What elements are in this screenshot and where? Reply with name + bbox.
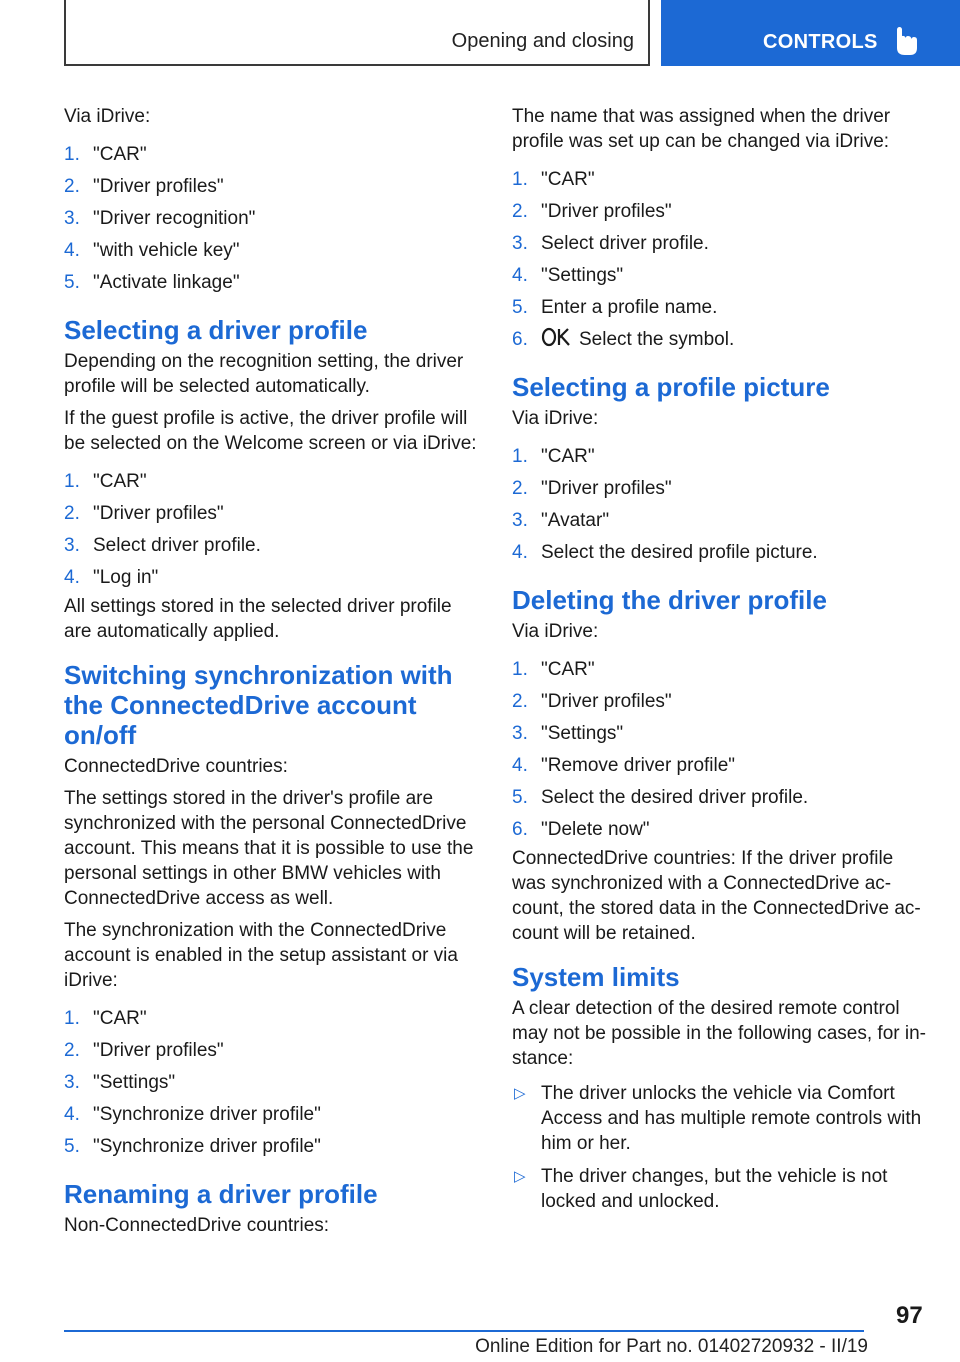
list-item: 2. "Driver profiles" — [512, 478, 672, 499]
steps-linkage — [64, 139, 480, 299]
heading-sync: Switching synchronization with the ConnectedDrive account on/off — [64, 660, 453, 750]
paragraph: A clear detection of the desired remote control may not be possible in the following cases, for in‐stance: — [512, 998, 926, 1069]
page-number: 97 — [896, 1302, 923, 1329]
limits-list — [512, 1081, 932, 1214]
pointing-hand-icon — [893, 26, 919, 56]
list-item: 1. "CAR" — [512, 169, 595, 190]
paragraph: ConnectedDrive countries: If the driver profile was synchronized with a ConnectedDrive ac‐count, the stored data in the ConnectedDrive ac‐count will be retained. — [512, 848, 921, 944]
header-chapter-title: CONTROLS — [763, 31, 878, 53]
list-item: 2. "Driver profiles" — [64, 1040, 224, 1061]
heading-delete-profile: Deleting the driver profile — [512, 585, 827, 615]
steps-select — [64, 466, 480, 594]
heading-profile-picture: Selecting a profile picture — [512, 372, 830, 402]
list-item: 5. Enter a profile name. — [512, 297, 718, 318]
triangle-bullet-icon: ▷ — [514, 1085, 526, 1102]
list-item: 3. "Avatar" — [512, 510, 610, 531]
list-item: 5. "Synchronize driver profile" — [64, 1136, 321, 1157]
paragraph: The name that was assigned when the driver profile was set up can be changed via iDrive: — [512, 106, 891, 152]
paragraph: ConnectedDrive countries: — [64, 756, 288, 777]
paragraph: Depending on the recognition setting, the driver profile will be selected automatically. — [64, 351, 464, 397]
steps-picture — [512, 441, 932, 569]
list-item: 1. "CAR" — [64, 1008, 147, 1029]
paragraph: If the guest profile is active, the driver profile will be selected on the Welcome screen or via iDrive: — [64, 408, 477, 454]
steps-delete — [512, 654, 932, 846]
list-item: ▷ The driver changes, but the vehicle is not locked and unlocked. — [514, 1166, 888, 1212]
paragraph: All settings stored in the selected driver profile are automatically applied. — [64, 596, 452, 642]
list-item: 1. "CAR" — [64, 144, 147, 165]
triangle-bullet-icon: ▷ — [514, 1168, 526, 1185]
list-item: 4. "Settings" — [512, 265, 624, 286]
list-item: ▷ The driver unlocks the vehicle via Comfort Access and has multiple remote controls with him or her. — [514, 1083, 922, 1154]
right-column — [512, 104, 932, 1222]
list-item: 4. "with vehicle key" — [64, 240, 240, 261]
footer-edition: Online Edition for Part no. 01402720932 - II/19 — [475, 1336, 868, 1357]
list-item: 5. "Activate linkage" — [64, 272, 240, 293]
heading-system-limits: System limits — [512, 962, 680, 992]
list-item: 6. "Delete now" — [512, 819, 650, 840]
intro-text: Via iDrive: — [64, 106, 151, 127]
header-section-box — [64, 0, 650, 66]
left-column — [64, 104, 480, 1245]
list-item: 2. "Driver profiles" — [64, 503, 224, 524]
list-item: 3. Select driver profile. — [64, 535, 261, 556]
list-item: 4. "Remove driver profile" — [512, 755, 736, 776]
list-item: 3. Select driver profile. — [512, 233, 709, 254]
list-item: 2. "Driver profiles" — [64, 176, 224, 197]
list-item: 4. Select the desired profile picture. — [512, 542, 818, 563]
heading-rename: Renaming a driver profile — [64, 1179, 378, 1209]
list-item: 1. "CAR" — [512, 659, 595, 680]
list-item: 1. "CAR" — [64, 471, 147, 492]
list-item: 5. Select the desired driver profile. — [512, 787, 809, 808]
paragraph: The synchronization with the ConnectedDrive account is enabled in the setup assistant or via iDrive: — [64, 920, 458, 991]
list-item: 3. "Driver recognition" — [64, 208, 256, 229]
list-item: 2. "Driver profiles" — [512, 691, 672, 712]
header-section-title: Opening and closing — [451, 30, 634, 52]
list-item: 1. "CAR" — [512, 446, 595, 467]
paragraph: Via iDrive: — [512, 621, 599, 642]
list-item: 3. "Settings" — [512, 723, 624, 744]
list-item: 3. "Settings" — [64, 1072, 176, 1093]
list-item: 4. "Synchronize driver profile" — [64, 1104, 321, 1125]
list-item: 4. "Log in" — [64, 567, 159, 588]
list-item: 6. Select the symbol. — [512, 324, 932, 356]
paragraph: The settings stored in the driver's profile are synchronized with the personal ConnectedDrive account. This means that it is possible to use the personal settings in other BMW vehicles with ConnectedDrive access as well. — [64, 788, 474, 909]
steps-rename — [512, 164, 932, 356]
header-chapter-tab — [661, 0, 960, 66]
heading-select-profile: Selecting a driver profile — [64, 315, 368, 345]
ok-checkmark-icon — [541, 326, 571, 348]
list-item: 2. "Driver profiles" — [512, 201, 672, 222]
footer-divider — [64, 1330, 864, 1332]
steps-sync — [64, 1003, 480, 1163]
paragraph: Via iDrive: — [512, 408, 599, 429]
paragraph: Non-ConnectedDrive countries: — [64, 1215, 330, 1236]
